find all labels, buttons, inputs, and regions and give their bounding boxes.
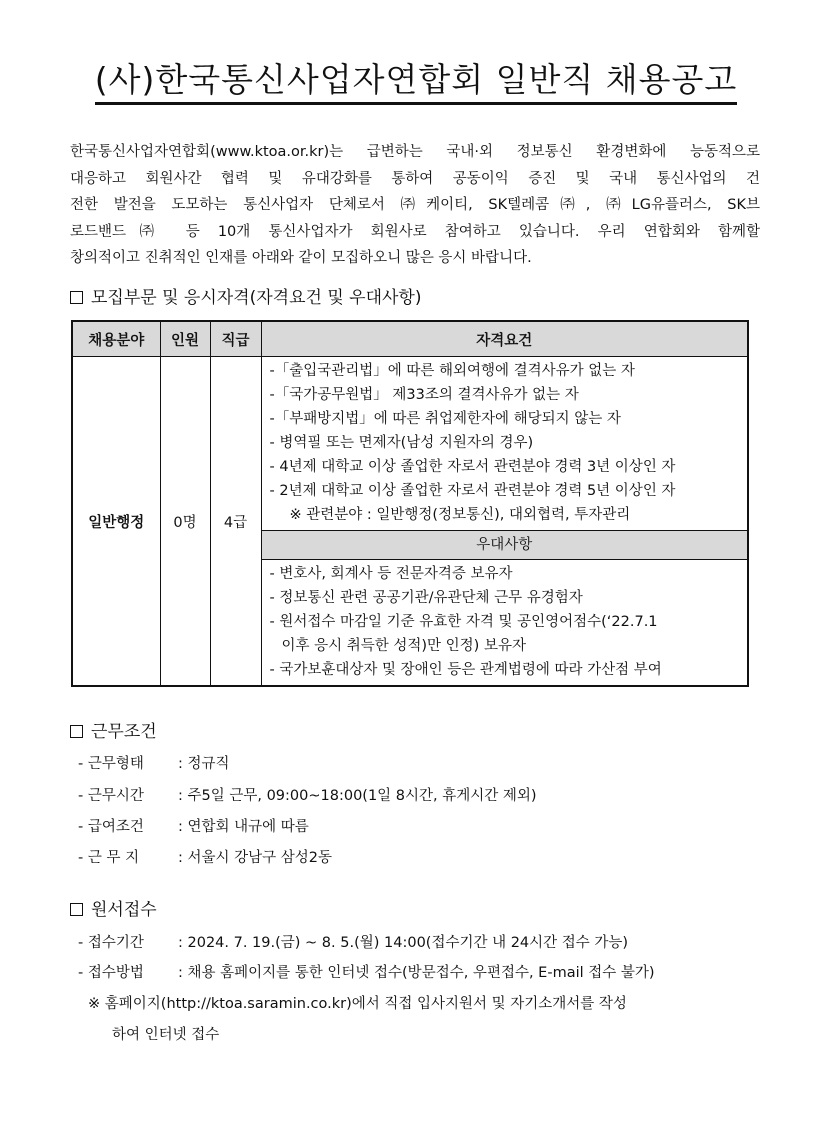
header-count: 인원 xyxy=(160,321,210,357)
section-heading-recruitment xyxy=(70,286,421,310)
header-field: 채용분야 xyxy=(72,321,160,357)
cell-grade: 4급 xyxy=(210,357,261,687)
item-value: : 연합회 내규에 따름 xyxy=(178,819,309,835)
item-value: : 주5일 근무, 09:00~18:00(1일 8시간, 휴게시간 제외) xyxy=(178,788,537,804)
checkbox-square-icon xyxy=(70,725,83,738)
header-requirements: 자격요건 xyxy=(261,321,748,357)
work-condition-item xyxy=(78,814,309,840)
intro-paragraph xyxy=(70,139,760,272)
header-grade: 직급 xyxy=(210,321,261,357)
table-header-row xyxy=(72,321,748,357)
application-item xyxy=(78,930,628,956)
section-heading-application xyxy=(70,898,157,922)
requirement-item: - 4년제 대학교 이상 졸업한 자로서 관련분야 경력 3년 이상인 자 xyxy=(269,459,676,475)
section-heading-text: 모집부문 및 응시자격(자격요건 및 우대사항) xyxy=(91,288,422,308)
work-condition-item xyxy=(78,783,537,809)
item-label: - 근 무 지 xyxy=(78,850,140,866)
intro-line: 전한 발전을 도모하는 통신사업자 단체로서 ㈜케이티, SK텔레콤㈜, ㈜LG유플러스, SK브 xyxy=(70,197,760,213)
table-row xyxy=(72,357,748,531)
work-condition-item xyxy=(78,845,332,871)
cell-requirements xyxy=(261,357,748,531)
requirement-item: -「부패방지법」에 따른 취업제한자에 해당되지 않는 자 xyxy=(269,411,621,427)
preference-item: 이후 응시 취득한 성적)만 인정) 보유자 xyxy=(281,638,526,654)
requirements-table xyxy=(71,320,749,687)
preference-item: - 원서접수 마감일 기준 유효한 자격 및 공인영어점수(‘22.7.1 xyxy=(269,614,658,630)
preference-item: - 국가보훈대상자 및 장애인 등은 관계법령에 따라 가산점 부여 xyxy=(269,662,662,678)
preference-heading: 우대사항 xyxy=(261,531,748,560)
item-label: - 근무형태 xyxy=(78,756,144,772)
application-note: ※ 홈페이지(http://ktoa.saramin.co.kr)에서 직접 입사지원서 및 자기소개서를 작성 xyxy=(88,996,627,1012)
cell-preferences xyxy=(261,560,748,687)
checkbox-square-icon xyxy=(70,291,83,304)
requirement-item: -「출입국관리법」에 따른 해외여행에 결격사유가 없는 자 xyxy=(269,363,635,379)
section-heading-text: 근무조건 xyxy=(91,722,157,742)
page-title xyxy=(0,60,832,105)
requirement-item: - 병역필 또는 면제자(남성 지원자의 경우) xyxy=(269,435,534,451)
work-condition-item xyxy=(78,751,230,777)
page-title-text: (사)한국통신사업자연합회 일반직 채용공고 xyxy=(95,60,738,105)
item-value: : 정규직 xyxy=(178,756,230,772)
requirement-item: - 2년제 대학교 이상 졸업한 자로서 관련분야 경력 5년 이상인 자 xyxy=(269,483,676,499)
cell-count: 0명 xyxy=(160,357,210,687)
preference-item: - 변호사, 회계사 등 전문자격증 보유자 xyxy=(269,566,513,582)
item-value: : 2024. 7. 19.(금) ~ 8. 5.(월) 14:00(접수기간 내 24시간 접수 가능) xyxy=(178,935,629,951)
item-label: - 근무시간 xyxy=(78,788,144,804)
item-label: - 급여조건 xyxy=(78,819,144,835)
requirement-note: ※ 관련분야 : 일반행정(정보통신), 대외협력, 투자관리 xyxy=(289,507,631,523)
checkbox-square-icon xyxy=(70,903,83,916)
item-value: : 채용 홈페이지를 통한 인터넷 접수(방문접수, 우편접수, E-mail 접수 불가) xyxy=(178,965,655,981)
item-label: - 접수기간 xyxy=(78,935,144,951)
application-item xyxy=(78,960,655,986)
intro-line: 대응하고 회원사간 협력 및 유대강화를 통하여 공동이익 증진 및 국내 통신사업의 건 xyxy=(70,170,760,187)
application-note: 하여 인터넷 접수 xyxy=(112,1027,220,1043)
section-heading-text: 원서접수 xyxy=(91,900,157,920)
intro-line: 로드밴드㈜ 등 10개 통신사업자가 회원사로 참여하고 있습니다. 우리 연합회와 함께할 xyxy=(70,223,760,240)
cell-field: 일반행정 xyxy=(72,357,160,687)
item-value: : 서울시 강남구 삼성2동 xyxy=(178,850,333,866)
intro-line: 한국통신사업자연합회(www.ktoa.or.kr)는 급변하는 국내·외 정보통신 환경변화에 능동적으로 xyxy=(70,144,760,160)
item-label: - 접수방법 xyxy=(78,965,144,981)
section-heading-work-conditions xyxy=(70,720,157,744)
intro-line: 창의적이고 진취적인 인재를 아래와 같이 모집하오니 많은 응시 바랍니다. xyxy=(70,250,532,266)
preference-item: - 정보통신 관련 공공기관/유관단체 근무 유경험자 xyxy=(269,590,583,606)
requirement-item: -「국가공무원법」 제33조의 결격사유가 없는 자 xyxy=(269,387,579,403)
